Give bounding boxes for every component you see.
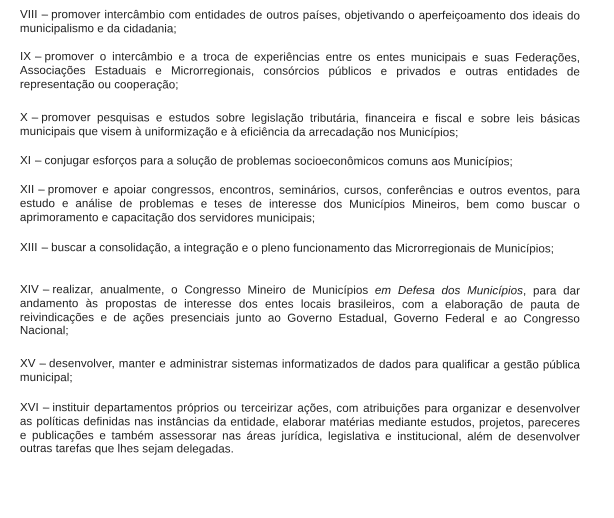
clause-number: IX bbox=[19, 50, 32, 64]
clause-xiii bbox=[20, 241, 580, 256]
clause-text-after: , para dar andamento às propostas de interesse dos entes locais brasileiros, com a elaboração de pauta de reivindicações e de ações presenciais junto ao Governo Estadual, Governo Federal e ao Congresso Nacional; bbox=[19, 284, 581, 338]
clause-dash: – bbox=[42, 401, 50, 415]
clause-text: conjugar esforços para a solução de problemas socioeconômicos comuns aos Municípios; bbox=[44, 154, 513, 169]
clause-text: promover e apoiar congressos, encontros, seminários, cursos, conferências e outros eventos, para estudo e análise de problemas e teses de interesse dos Municípios Mineiros, bem como buscar o aprimoramento e capacitação dos servidores municipais; bbox=[19, 183, 580, 225]
clause-text: instituir departamentos próprios ou terceirizar ações, com atribuições para organizar e desenvolver as políticas definidas nas instâncias da entidade, elaborar matérias mediante estudos, projetos, pareceres e publicações e também assessorar nas áreas jurídica, legislativa e institucional, além de desenvolver outras tarefas que lhes sejam delegadas. bbox=[19, 401, 580, 456]
clause-dash: – bbox=[35, 154, 42, 168]
clause-dash: – bbox=[42, 283, 50, 297]
clause-xvi bbox=[20, 401, 580, 458]
clause-dash: – bbox=[38, 183, 45, 197]
clause-text: promover o intercâmbio e a troca de experiências entre os entes municipais e suas Federações, Associações Estaduais e Microrregionais, consórcios públicos e privados e outras entidades de representação ou cooperação; bbox=[19, 50, 580, 92]
clause-xv bbox=[20, 357, 580, 386]
clause-viii bbox=[20, 8, 580, 37]
clause-number: XII bbox=[19, 183, 35, 197]
clause-dash: – bbox=[39, 357, 47, 371]
clause-dash: – bbox=[35, 50, 42, 64]
clause-text: desenvolver, manter e administrar sistemas informatizados de dados para qualificar a gestão pública municipal; bbox=[19, 357, 580, 384]
clause-number: VIII bbox=[19, 8, 38, 22]
clause-number: XV bbox=[19, 357, 36, 371]
clause-x bbox=[20, 111, 580, 140]
clause-number: XIII bbox=[19, 241, 38, 255]
clause-number: XIV bbox=[19, 283, 39, 297]
clause-text-italic: em Defesa dos Municípios bbox=[374, 283, 524, 298]
clause-text: promover pesquisas e estudos sobre legislação tributária, financeira e fiscal e sobre leis básicas municipais que visem à uniformização e à eficiência da arrecadação nos Municípios; bbox=[19, 111, 580, 139]
clause-dash: – bbox=[31, 111, 39, 125]
clause-dash: – bbox=[41, 8, 49, 22]
clause-text-before: realizar, anualmente, o Congresso Mineiro de Municípios bbox=[52, 283, 375, 297]
clause-text: promover intercâmbio com entidades de outros países, objetivando o aperfeiçoamento dos ideais do municipalismo e da cidadania; bbox=[19, 8, 580, 36]
clause-number: XVI bbox=[19, 401, 39, 415]
clause-xi bbox=[20, 154, 580, 169]
clause-xii bbox=[20, 183, 580, 226]
clause-number: X bbox=[19, 111, 28, 125]
clause-xiv bbox=[20, 283, 580, 340]
clause-dash: – bbox=[41, 241, 49, 255]
clause-number: XI bbox=[19, 154, 32, 168]
clause-ix bbox=[20, 50, 580, 93]
clause-text: buscar a consolidação, a integração e o pleno funcionamento das Microrregionais de Municípios; bbox=[51, 241, 554, 256]
